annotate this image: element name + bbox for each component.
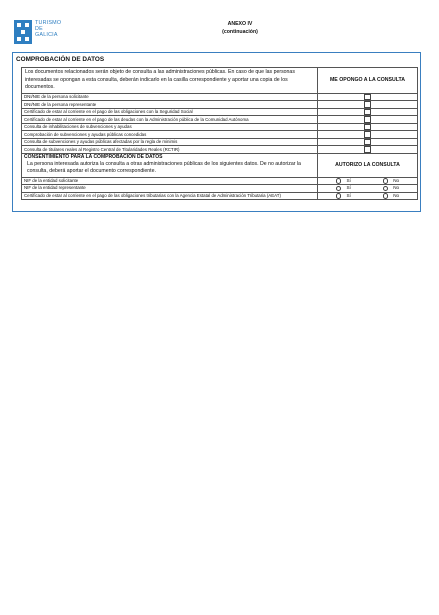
radio-option-yes[interactable] xyxy=(336,193,351,199)
consent-text: La persona interesada autoriza la consulta a otras administraciones públicas de los siguientes datos. De no autorizar la consulta, deberá aportar el documento correspondiente. xyxy=(27,160,301,175)
oppose-item-label: Certificado de estar al corriente en el pago de las deudas con la Administración pública de la Comunidad Autónoma xyxy=(22,116,318,124)
oppose-item-label: DNI/NIE de la persona solicitante xyxy=(22,93,318,101)
oppose-checkbox[interactable] xyxy=(364,101,371,108)
consent-radio-group xyxy=(320,185,415,191)
oppose-checkbox-cell xyxy=(318,101,418,109)
radio-button[interactable] xyxy=(383,193,389,199)
consent-radio-group xyxy=(320,178,415,184)
consent-item-label: NIF de la entidad representante xyxy=(22,185,318,192)
oppose-checkbox-cell xyxy=(318,131,418,139)
table-row xyxy=(22,131,418,139)
table-row xyxy=(22,116,418,124)
radio-option-no[interactable] xyxy=(383,193,399,199)
table-row xyxy=(22,138,418,146)
radio-option-no[interactable] xyxy=(383,185,399,191)
oppose-column-header: ME OPONGO A LA CONSULTA xyxy=(318,68,418,94)
oppose-checkbox[interactable] xyxy=(364,124,371,131)
oppose-checkbox[interactable] xyxy=(364,94,371,101)
oppose-checkbox[interactable] xyxy=(364,146,371,153)
oppose-checkbox[interactable] xyxy=(364,116,371,123)
consent-options-cell xyxy=(318,185,418,192)
oppose-item-label: Comprobación de subvenciones y ayudas públicas concedidas xyxy=(22,131,318,139)
oppose-checkbox-cell xyxy=(318,138,418,146)
oppose-item-label: Certificado de estar al corriente en el pago de las obligaciones con la Seguridad Social xyxy=(22,108,318,116)
consent-radio-group xyxy=(320,193,415,199)
table-row xyxy=(22,177,418,184)
table-row xyxy=(22,108,418,116)
radio-option-no[interactable] xyxy=(383,178,399,184)
logo-line: TURISMO xyxy=(35,20,62,26)
consent-intro-cell xyxy=(22,153,318,177)
logo-line: GALICIA xyxy=(35,32,58,38)
turismo-de-galicia-logo xyxy=(14,20,74,46)
radio-button[interactable] xyxy=(336,193,342,199)
galicia-emblem-icon xyxy=(14,20,32,44)
oppose-item-label: Consulta de subvenciones y ayudas públicas afectadas por la regla de minimis xyxy=(22,138,318,146)
radio-option-yes[interactable] xyxy=(336,185,351,191)
radio-button[interactable] xyxy=(336,186,342,192)
radio-button[interactable] xyxy=(383,178,389,184)
oppose-item-label: Consulta de titulares reales al Registro Central de Titularidades Reales (RCTIR) xyxy=(22,146,318,154)
annex-title: ANEXO IV xyxy=(227,21,253,27)
oppose-item-label: DNI/NIE de la persona representante xyxy=(22,101,318,109)
radio-label-yes: Sí xyxy=(346,185,351,191)
consent-column-header: AUTORIZO LA CONSULTA xyxy=(318,153,418,177)
consent-options-cell xyxy=(318,192,418,199)
consent-item-label: Certificado de estar al corriente en el pago de las obligaciones tributarias con la Agencia Estatal de Administración Tributaria (AEAT) xyxy=(22,192,318,199)
oppose-checkbox[interactable] xyxy=(364,131,371,138)
consent-item-label: NIF de la entidad solicitante xyxy=(22,177,318,184)
radio-label-no: No xyxy=(393,185,400,191)
oppose-checkbox-cell xyxy=(318,123,418,131)
table-row xyxy=(22,185,418,192)
oppose-checkbox-cell xyxy=(318,116,418,124)
radio-label-yes: Sí xyxy=(346,178,351,184)
oppose-checkbox-cell xyxy=(318,146,418,154)
oppose-checkbox[interactable] xyxy=(364,109,371,116)
table-row xyxy=(22,192,418,199)
table-row xyxy=(22,146,418,154)
consent-heading: CONSENTIMIENTO PARA LA COMPROBACIÓN DE DATOS xyxy=(24,153,163,160)
radio-label-no: No xyxy=(393,178,400,184)
oppose-checkbox-cell xyxy=(318,93,418,101)
table-row xyxy=(22,123,418,131)
table-row xyxy=(22,101,418,109)
annex-subtitle: (continuación) xyxy=(222,28,258,35)
radio-button[interactable] xyxy=(383,186,389,192)
logo-line: DE xyxy=(35,26,43,32)
radio-label-yes: Sí xyxy=(346,192,351,198)
radio-label-no: No xyxy=(393,192,400,198)
consent-options-cell xyxy=(318,177,418,184)
section-title: COMPROBACIÓN DE DATOS xyxy=(16,56,105,63)
table-row xyxy=(22,93,418,101)
radio-option-yes[interactable] xyxy=(336,178,351,184)
logo-wordmark xyxy=(35,20,61,38)
oppose-checkbox-cell xyxy=(318,108,418,116)
oppose-intro-text: Los documentos relacionados serán objeto de consulta a las administraciones públicas. En caso de que las personas interesadas se opongan a esta consulta, deberán indicarlo en la casilla correspondiente y aportar una copia de los documentos. xyxy=(22,68,318,94)
oppose-item-label: Consulta de inhabilitaciones de subvenciones y ayudas xyxy=(22,123,318,131)
annex-heading xyxy=(180,21,300,36)
consent-header-row xyxy=(22,153,418,177)
radio-button[interactable] xyxy=(336,178,342,184)
oppose-checkbox[interactable] xyxy=(364,139,371,146)
verification-table xyxy=(21,67,418,200)
